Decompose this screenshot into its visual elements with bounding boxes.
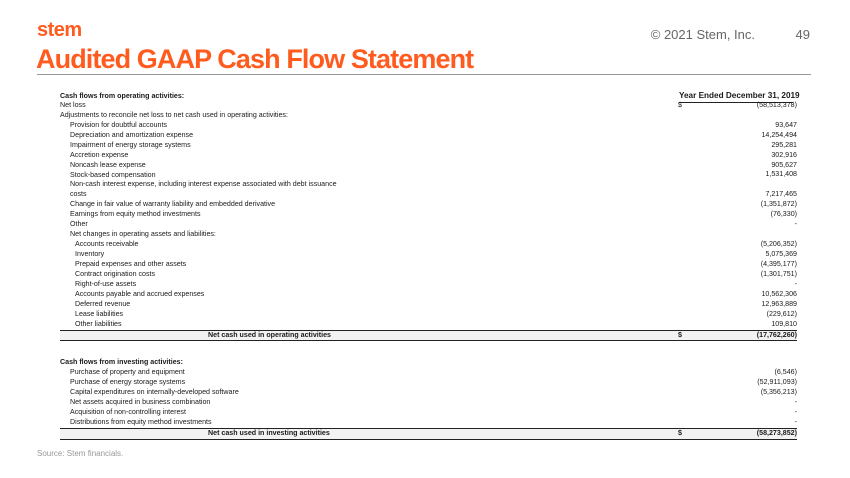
investing-list — [60, 368, 797, 428]
row-value: (4,395,177) — [760, 259, 797, 268]
row-label: Net assets acquired in business combination — [70, 398, 211, 407]
row-value: (1,301,751) — [760, 269, 797, 278]
table-row — [60, 260, 797, 270]
cash-flow-table — [60, 91, 800, 440]
row-value: (5,206,352) — [760, 240, 797, 249]
section-spacer — [60, 341, 797, 358]
row-label: Lease liabilities — [75, 309, 124, 318]
row-value: (229,612) — [766, 309, 797, 318]
changes-label-row — [60, 230, 797, 240]
table-row — [60, 378, 797, 388]
row-label: Other — [70, 220, 88, 229]
row-label: Acquisition of non-controlling interest — [70, 408, 186, 417]
row-value: - — [794, 279, 797, 288]
table-row — [60, 151, 797, 161]
row-value: - — [794, 398, 797, 407]
row-value: - — [794, 418, 797, 427]
row-value: (76,330) — [770, 210, 797, 219]
table-row — [60, 280, 797, 290]
table-row — [60, 270, 797, 280]
table-row — [60, 210, 797, 220]
adjustments-label: Adjustments to reconcile net loss to net cash used in operating activities: — [60, 110, 288, 119]
investing-heading: Cash flows from investing activities: — [60, 358, 183, 367]
table-row — [60, 240, 797, 250]
investing-total-value: (58,273,852) — [756, 429, 797, 437]
investing-total-row — [60, 428, 797, 440]
currency-symbol: $ — [678, 100, 682, 109]
row-label: Non-cash interest expense, including interest expense associated with debt issuance costs — [70, 180, 337, 199]
column-header: Year Ended December 31, 2019 — [679, 91, 793, 103]
operating-heading-row — [60, 91, 800, 101]
net-loss-value: (58,513,378) — [756, 100, 797, 109]
row-value: 93,647 — [775, 120, 797, 129]
stem-logo: stem — [37, 19, 82, 41]
row-label: Other liabilities — [75, 320, 122, 331]
adjustments-label-row — [60, 111, 797, 121]
row-label: Provision for doubtful accounts — [70, 120, 168, 129]
table-row — [60, 250, 797, 260]
row-label: Noncash lease expense — [70, 160, 146, 169]
row-label: Accretion expense — [70, 150, 129, 159]
row-value: (5,356,213) — [760, 388, 797, 397]
operating-total-value: (17,762,260) — [756, 330, 797, 339]
row-label: Deferred revenue — [75, 299, 131, 308]
investing-heading-row — [60, 358, 797, 368]
row-value: 5,075,369 — [765, 250, 797, 258]
row-label: Change in fair value of warranty liability and embedded derivative — [70, 200, 276, 209]
title-divider — [37, 74, 811, 75]
table-row — [60, 141, 797, 151]
source-note: Source: Stem financials. — [37, 449, 124, 458]
row-label: Accounts payable and accrued expenses — [75, 289, 205, 298]
operating-total-row — [60, 330, 797, 342]
row-label: Impairment of energy storage systems — [70, 140, 191, 149]
row-label: Distributions from equity method investments — [70, 418, 212, 429]
table-row — [60, 398, 797, 408]
row-value: 302,916 — [771, 150, 797, 159]
table-row — [60, 220, 797, 230]
row-label: Purchase of energy storage systems — [70, 378, 186, 387]
table-row — [60, 290, 797, 300]
row-label: Prepaid expenses and other assets — [75, 259, 187, 268]
row-value: - — [794, 408, 797, 417]
table-row — [60, 171, 797, 181]
row-value: 10,562,306 — [761, 289, 797, 298]
table-row — [60, 161, 797, 171]
table-row — [60, 310, 797, 320]
row-value: 295,281 — [771, 140, 797, 149]
copyright: © 2021 Stem, Inc. — [650, 27, 755, 42]
table-row — [60, 200, 797, 210]
currency-symbol: $ — [678, 429, 682, 437]
investing-total-label: Net cash used in investing activities — [208, 429, 330, 438]
row-label: Purchase of property and equipment — [70, 368, 185, 377]
table-row — [60, 368, 797, 378]
adjustments-list — [60, 121, 797, 230]
row-label: Capital expenditures on internally-developed software — [70, 388, 239, 397]
table-row — [60, 180, 797, 200]
table-row — [60, 320, 797, 330]
table-row — [60, 408, 797, 418]
page-number: 49 — [795, 27, 810, 42]
row-label: Right-of-use assets — [75, 279, 137, 288]
currency-symbol: $ — [678, 330, 682, 339]
row-value: (6,546) — [774, 368, 797, 377]
row-value: 12,963,889 — [761, 299, 797, 308]
net-loss-label: Net loss — [60, 100, 86, 109]
row-value: 109,810 — [771, 319, 797, 328]
row-value: 7,217,465 — [765, 190, 797, 199]
row-value: 905,627 — [771, 160, 797, 169]
operating-total-label: Net cash used in operating activities — [208, 330, 331, 339]
table-row — [60, 300, 797, 310]
changes-label: Net changes in operating assets and liabilities: — [70, 230, 216, 239]
row-value: 14,254,494 — [761, 130, 797, 139]
table-row — [60, 131, 797, 141]
row-label: Accounts receivable — [75, 240, 139, 249]
row-label: Depreciation and amortization expense — [70, 130, 194, 139]
row-value: (1,351,872) — [760, 200, 797, 209]
page-title: Audited GAAP Cash Flow Statement — [36, 44, 474, 74]
row-value: - — [794, 220, 797, 229]
table-row — [60, 121, 797, 131]
row-label: Contract origination costs — [75, 269, 156, 278]
row-label: Stock-based compensation — [70, 170, 156, 179]
row-label: Earnings from equity method investments — [70, 210, 201, 219]
row-value: 1,531,408 — [765, 170, 797, 179]
table-row — [60, 418, 797, 428]
row-label: Inventory — [75, 250, 105, 259]
row-value: (52,911,093) — [757, 378, 797, 387]
net-loss-row — [60, 101, 797, 111]
table-row — [60, 388, 797, 398]
changes-list — [60, 240, 797, 329]
operating-heading: Cash flows from operating activities: — [60, 92, 185, 100]
